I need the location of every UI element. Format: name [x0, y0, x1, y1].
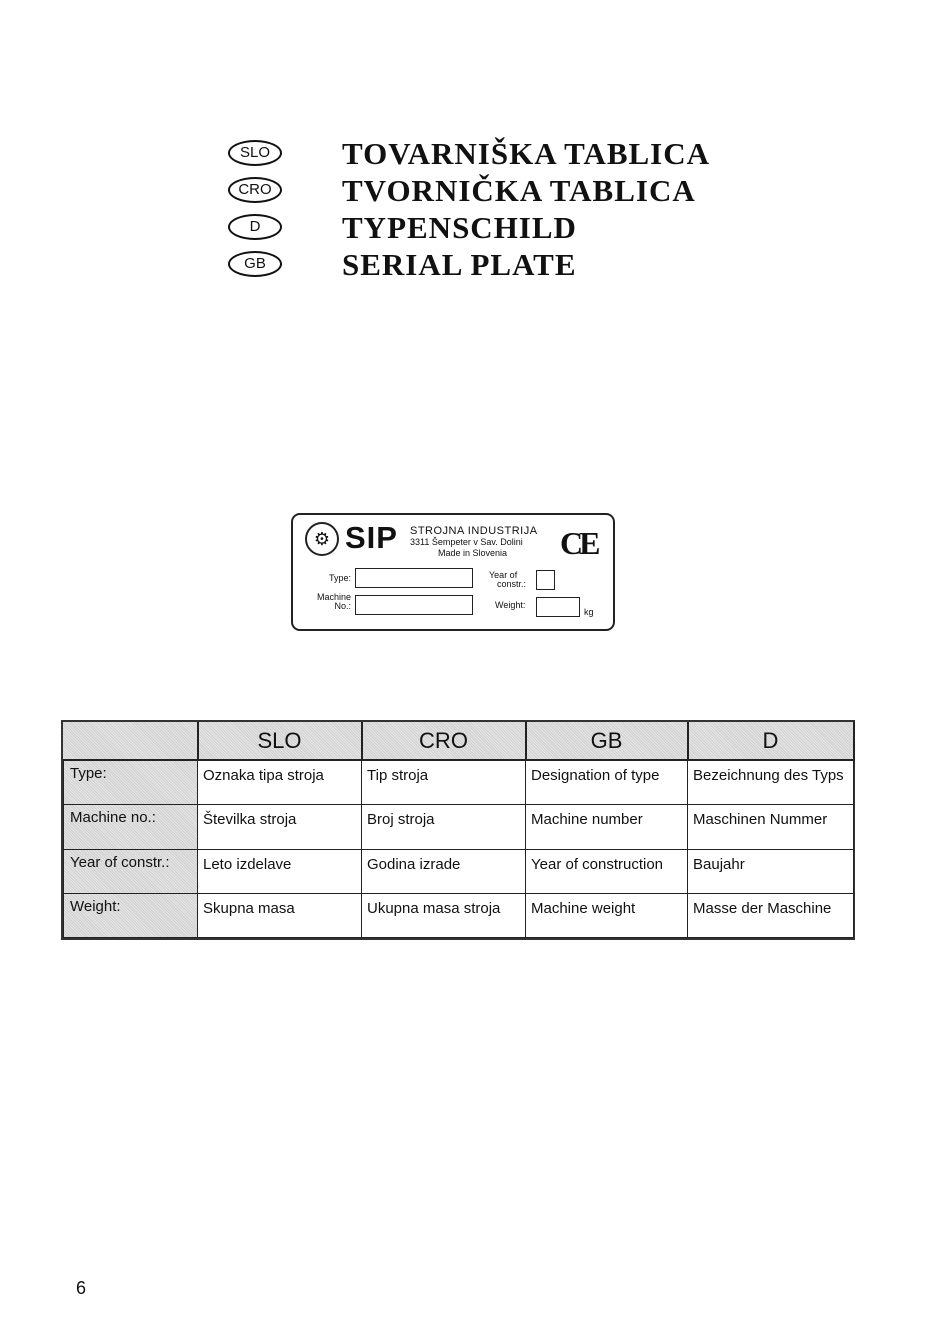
title-gb: SERIAL PLATE	[342, 247, 577, 282]
table-cell: Masse der Maschine	[688, 893, 854, 937]
language-badge-cro: CRO	[228, 177, 282, 203]
plate-year-box	[536, 570, 555, 590]
plate-weight-unit: kg	[584, 607, 594, 617]
serial-plate-illustration	[291, 513, 615, 631]
table-cell: Godina izrade	[362, 849, 526, 893]
language-badge-gb: GB	[228, 251, 282, 277]
table-cell: Designation of type	[526, 760, 688, 805]
ce-mark: CE	[560, 525, 597, 561]
plate-brand: SIP	[345, 520, 398, 555]
column-header-d: D	[688, 722, 854, 760]
table-cell: Ukupna masa stroja	[362, 893, 526, 937]
table-row	[64, 805, 854, 849]
plate-address: 3311 Šempeter v Sav. Dolini	[410, 537, 523, 547]
table-cell: Številka stroja	[198, 805, 362, 849]
table-cell: Baujahr	[688, 849, 854, 893]
row-label-machine-no: Machine no.:	[64, 805, 198, 849]
table-cell: Maschinen Nummer	[688, 805, 854, 849]
translation-table	[61, 720, 855, 940]
table-row	[64, 893, 854, 937]
table-row	[64, 849, 854, 893]
plate-type-label: Type:	[328, 573, 351, 583]
translation-grid	[63, 722, 855, 938]
plate-year-label-2: constr.:	[497, 579, 527, 589]
plate-weight-box	[536, 597, 580, 617]
language-badge-slo: SLO	[228, 140, 282, 166]
plate-origin: Made in Slovenia	[438, 548, 508, 558]
page-number: 6	[76, 1278, 87, 1298]
table-cell: Skupna masa	[198, 893, 362, 937]
row-label-weight: Weight:	[64, 893, 198, 937]
column-header-slo: SLO	[198, 722, 362, 760]
plate-company: STROJNA INDUSTRIJA	[410, 525, 538, 537]
plate-machine-label-2: No.:	[334, 601, 351, 611]
title-slo: TOVARNIŠKA TABLICA	[342, 136, 711, 171]
plate-weight-label: Weight:	[495, 600, 526, 610]
table-header-row	[64, 722, 854, 760]
language-badge-d: D	[228, 214, 282, 240]
title-row-slo	[228, 136, 788, 173]
column-header-cro: CRO	[362, 722, 526, 760]
sip-logo-icon: ⚙	[305, 522, 339, 556]
table-corner-cell	[64, 722, 198, 760]
title-cro: TVORNIČKA TABLICA	[342, 173, 696, 208]
plate-year-label-1: Year of	[489, 570, 518, 580]
plate-machine-box	[355, 595, 473, 615]
title-d: TYPENSCHILD	[342, 210, 577, 245]
plate-type-box	[355, 568, 473, 588]
plate-machine-label-1: Machine	[316, 592, 351, 602]
title-row-cro	[228, 173, 788, 210]
table-cell: Machine number	[526, 805, 688, 849]
title-block	[228, 136, 788, 284]
column-header-gb: GB	[526, 722, 688, 760]
table-cell: Oznaka tipa stroja	[198, 760, 362, 805]
title-row-d	[228, 210, 788, 247]
table-cell: Broj stroja	[362, 805, 526, 849]
table-cell: Leto izdelave	[198, 849, 362, 893]
table-cell: Year of construction	[526, 849, 688, 893]
title-row-gb	[228, 247, 788, 284]
row-label-type: Type:	[64, 760, 198, 805]
table-cell: Bezeichnung des Typs	[688, 760, 854, 805]
table-row	[64, 760, 854, 805]
row-label-year-of-constr: Year of constr.:	[64, 849, 198, 893]
table-cell: Tip stroja	[362, 760, 526, 805]
table-cell: Machine weight	[526, 893, 688, 937]
